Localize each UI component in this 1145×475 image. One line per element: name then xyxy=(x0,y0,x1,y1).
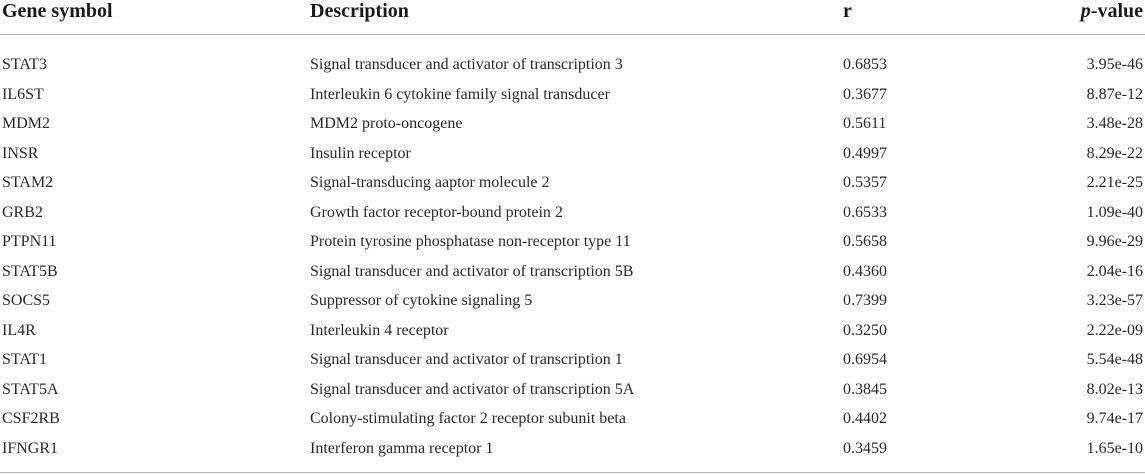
p-value-cell: 5.54e-48 xyxy=(1086,351,1143,368)
table-row xyxy=(0,316,1145,346)
header-p-value xyxy=(1081,0,1143,22)
description-cell: Signal transducer and activator of transcription 1 xyxy=(310,351,623,368)
r-cell: 0.3677 xyxy=(843,85,887,103)
description-cell: Growth factor receptor-bound protein 2 xyxy=(310,203,563,221)
p-value-cell: 8.87e-12 xyxy=(1086,85,1143,103)
p-value-cell: 3.95e-46 xyxy=(1086,56,1143,73)
r-cell: 0.5611 xyxy=(843,115,887,132)
table-row xyxy=(0,227,1145,257)
p-value-cell: 1.09e-40 xyxy=(1086,203,1143,221)
table-row xyxy=(0,109,1145,139)
r-cell: 0.4402 xyxy=(843,410,887,427)
header-r: r xyxy=(843,0,852,22)
gene-symbol-cell: STAT5B xyxy=(2,262,58,280)
gene-symbol-cell: MDM2 xyxy=(2,115,51,132)
description-cell: MDM2 proto-oncogene xyxy=(310,115,463,132)
description-cell: Colony-stimulating factor 2 receptor subunit beta xyxy=(310,410,626,427)
table-row xyxy=(0,375,1145,405)
r-cell: 0.7399 xyxy=(843,292,887,309)
gene-symbol-cell: IFNGR1 xyxy=(2,439,59,457)
r-cell: 0.4360 xyxy=(843,262,887,280)
table-row xyxy=(0,168,1145,198)
header-p-rest: -value xyxy=(1090,0,1143,22)
gene-symbol-cell: STAT1 xyxy=(2,351,47,368)
table-row xyxy=(0,434,1145,464)
p-value-cell: 8.02e-13 xyxy=(1086,380,1143,398)
description-cell: Signal transducer and activator of transcription 3 xyxy=(310,56,623,73)
r-cell: 0.5357 xyxy=(843,174,887,191)
gene-symbol-cell: SOCS5 xyxy=(2,292,51,309)
gene-symbol-cell: GRB2 xyxy=(2,203,43,221)
description-cell: Interferon gamma receptor 1 xyxy=(310,439,494,457)
table-row xyxy=(0,80,1145,110)
table-row xyxy=(0,286,1145,316)
gene-symbol-cell: CSF2RB xyxy=(2,410,60,427)
r-cell: 0.5658 xyxy=(843,233,887,250)
p-value-cell: 1.65e-10 xyxy=(1086,439,1143,457)
table-row xyxy=(0,257,1145,287)
description-cell: Suppressor of cytokine signaling 5 xyxy=(310,292,533,309)
table-row xyxy=(0,404,1145,434)
table-bottom-rule xyxy=(0,472,1145,473)
r-cell: 0.3250 xyxy=(843,321,887,339)
p-value-cell: 2.21e-25 xyxy=(1086,174,1143,191)
description-cell: Protein tyrosine phosphatase non-receptor type 11 xyxy=(310,233,631,250)
header-gene-symbol: Gene symbol xyxy=(2,0,113,22)
r-cell: 0.3845 xyxy=(843,380,887,398)
r-cell: 0.6533 xyxy=(843,203,887,221)
r-cell: 0.3459 xyxy=(843,439,887,457)
gene-symbol-cell: PTPN11 xyxy=(2,233,57,250)
table-row xyxy=(0,50,1145,80)
p-value-cell: 9.74e-17 xyxy=(1086,410,1143,427)
p-value-cell: 2.22e-09 xyxy=(1086,321,1143,339)
gene-symbol-cell: STAM2 xyxy=(2,174,54,191)
gene-symbol-cell: IL4R xyxy=(2,321,36,339)
description-cell: Insulin receptor xyxy=(310,144,411,162)
table-row xyxy=(0,345,1145,375)
p-value-cell: 3.23e-57 xyxy=(1086,292,1143,309)
gene-symbol-cell: STAT5A xyxy=(2,380,59,398)
p-value-cell: 2.04e-16 xyxy=(1086,262,1143,280)
description-cell: Interleukin 6 cytokine family signal transducer xyxy=(310,85,610,103)
table-row xyxy=(0,139,1145,169)
header-p-italic: p xyxy=(1080,0,1091,22)
table-row xyxy=(0,198,1145,228)
p-value-cell: 9.96e-29 xyxy=(1086,233,1143,250)
description-cell: Signal-transducing aaptor molecule 2 xyxy=(310,174,550,191)
description-cell: Signal transducer and activator of transcription 5A xyxy=(310,380,635,398)
description-cell: Signal transducer and activator of transcription 5B xyxy=(310,262,634,280)
p-value-cell: 3.48e-28 xyxy=(1086,115,1143,132)
gene-symbol-cell: STAT3 xyxy=(2,56,47,73)
header-description: Description xyxy=(310,0,409,22)
table-header xyxy=(0,0,1145,35)
r-cell: 0.4997 xyxy=(843,144,887,162)
gene-symbol-cell: INSR xyxy=(2,144,39,162)
table-body xyxy=(0,50,1145,463)
r-cell: 0.6853 xyxy=(843,56,887,73)
r-cell: 0.6954 xyxy=(843,351,887,368)
description-cell: Interleukin 4 receptor xyxy=(310,321,449,339)
gene-symbol-cell: IL6ST xyxy=(2,85,44,103)
p-value-cell: 8.29e-22 xyxy=(1086,144,1143,162)
